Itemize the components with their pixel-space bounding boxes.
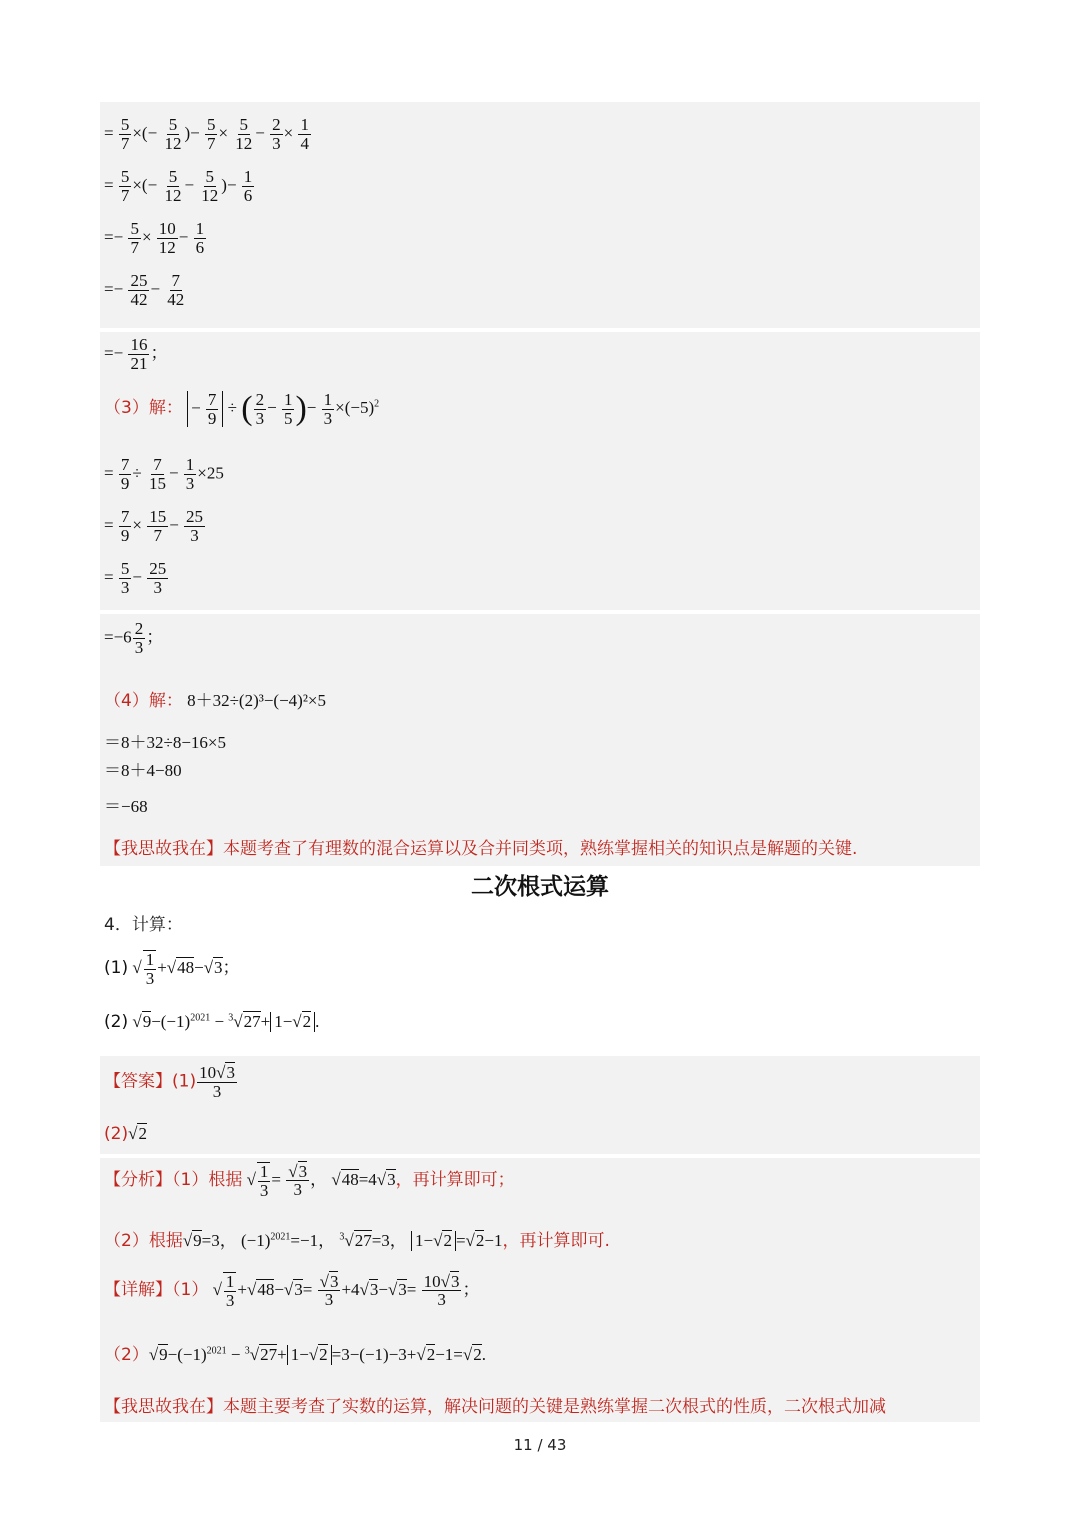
analysis-line-1: 【分析】（1）根据 √ $\frac{1}{3}$ = $\frac{√3}{3}$ ， √48=4√3，再计算即可； (104, 1161, 515, 1200)
summary-1-tag: 【我思故我在】 (104, 839, 223, 859)
detail-line-1-label: （1） (172, 1279, 209, 1300)
page-number: 11 / 43 (513, 1436, 567, 1454)
part4-step-3: ＝−68 (104, 797, 148, 816)
detail-line-1: 【详解】（1） √ $\frac{1}{3}$ +√48−√3= $\frac{√3}{3}$ +4√3−√3= $\frac{10√3}{3}$ ； (104, 1271, 480, 1310)
step-line-2: = $\frac{5}{7}$ ×(− $\frac{5}{12}$ − $\frac{5}{12}$ )− $\frac{1}{6}$ (104, 167, 253, 205)
part3-problem: （3）解： − $\frac{7}{9}$ ÷ ( $\frac{2}{3}$ − $\frac{1}{5}$ )− $\frac{1}{3}$ $\times(-5)^2$ (104, 389, 380, 428)
summary-2-text: 本题主要考查了实数的运算，解决问题的关键是熟练掌握二次根式的性质，二次根式加减 (223, 1397, 886, 1417)
summary-1-text: 本题考查了有理数的混合运算以及合并同类项，熟练掌握相关的知识点是解题的关键. (223, 839, 858, 859)
part3-step-2: = $\frac{7}{9}$ × $\frac{15}{7}$ − $\frac{25}{3}$ (104, 507, 204, 545)
analysis-line-2-lead: （2）根据 (104, 1231, 183, 1251)
part4-label: （4）解： (104, 691, 183, 711)
analysis-tag: 【分析】 (104, 1169, 172, 1190)
part3-label: （3）解： (104, 397, 183, 418)
question-4-part-2: (2) $√9-(-1)^{2021} - ^3√27+ 1-√2$ . (104, 1012, 320, 1032)
analysis-line-1-tail: ，再计算即可； (395, 1169, 515, 1190)
answer-part-2-label: (2) (104, 1124, 129, 1144)
step-line-1: = $\frac{5}{7}$ ×(− $\frac{5}{12}$ )− $\frac{5}{7}$ × $\frac{5}{12}$ − $\frac{2}{3}$ × $\frac{1}{4}$ (104, 115, 309, 153)
summary-2 (104, 1392, 886, 1417)
answer-tag: 【答案】 (104, 1071, 172, 1092)
summary-2-tag: 【我思故我在】 (104, 1397, 223, 1417)
solution-block-2 (100, 332, 980, 610)
section-title: 二次根式运算 (471, 874, 609, 900)
answer-line-2: (2)√2 (104, 1124, 147, 1144)
part3-step-3: = $\frac{5}{3}$ − $\frac{25}{3}$ (104, 559, 167, 597)
answer-part-1-label: (1) (172, 1071, 197, 1092)
step-line-5: =− $\frac{16}{21}$ ； (104, 335, 168, 373)
part4-step-1: ＝8＋32÷8−16×5 (104, 733, 227, 752)
summary-1 (104, 834, 857, 859)
part3-step-4: =−6 $\frac{2}{3}$ ； (104, 619, 164, 657)
step-line-4: =− $\frac{25}{42}$ − $\frac{7}{42}$ (104, 271, 185, 309)
detail-tag: 【详解】 (104, 1279, 172, 1300)
answer-line-1: 【答案】(1) $\frac{10√3}{3}$ (104, 1063, 235, 1101)
question-4-part-1: (1) √ $\frac{1}{3}$ +√48−√3； (104, 950, 240, 988)
question-4-label: 4．计算： (104, 915, 183, 935)
part4-expression: 8＋32÷(2)³−(−4)²×5 (187, 691, 327, 710)
analysis-line-2-tail: ，再计算即可. (502, 1231, 610, 1251)
solution-block-3 (100, 614, 980, 866)
analysis-line-1-lead: （1）根据 (172, 1169, 243, 1190)
detail-line-2-label: （2） (104, 1345, 149, 1365)
detail-line-2: $(2)√9-(-1)^{2021} - ^3√27+ 1-√2 =3-(-1)-3+√2-1=√2$. (104, 1345, 486, 1365)
step-line-3: =− $\frac{5}{7}$ × $\frac{10}{12}$ − $\frac{1}{6}$ (104, 219, 205, 257)
part4-problem (104, 686, 326, 711)
question-4-part-2-label: (2) (104, 1012, 129, 1032)
part3-step-1: = $\frac{7}{9}$ ÷ $\frac{7}{15}$ − $\frac{1}{3}$ ×25 (104, 455, 224, 493)
analysis-line-2: （2）根据√9=3， $(-1)^{2021}=-1$， $^3$√27=3， 1−√2 =√2−1，再计算即可. (104, 1231, 610, 1251)
question-4-part-1-label: (1) (104, 957, 129, 978)
part4-step-2: ＝8＋4−80 (104, 761, 182, 780)
